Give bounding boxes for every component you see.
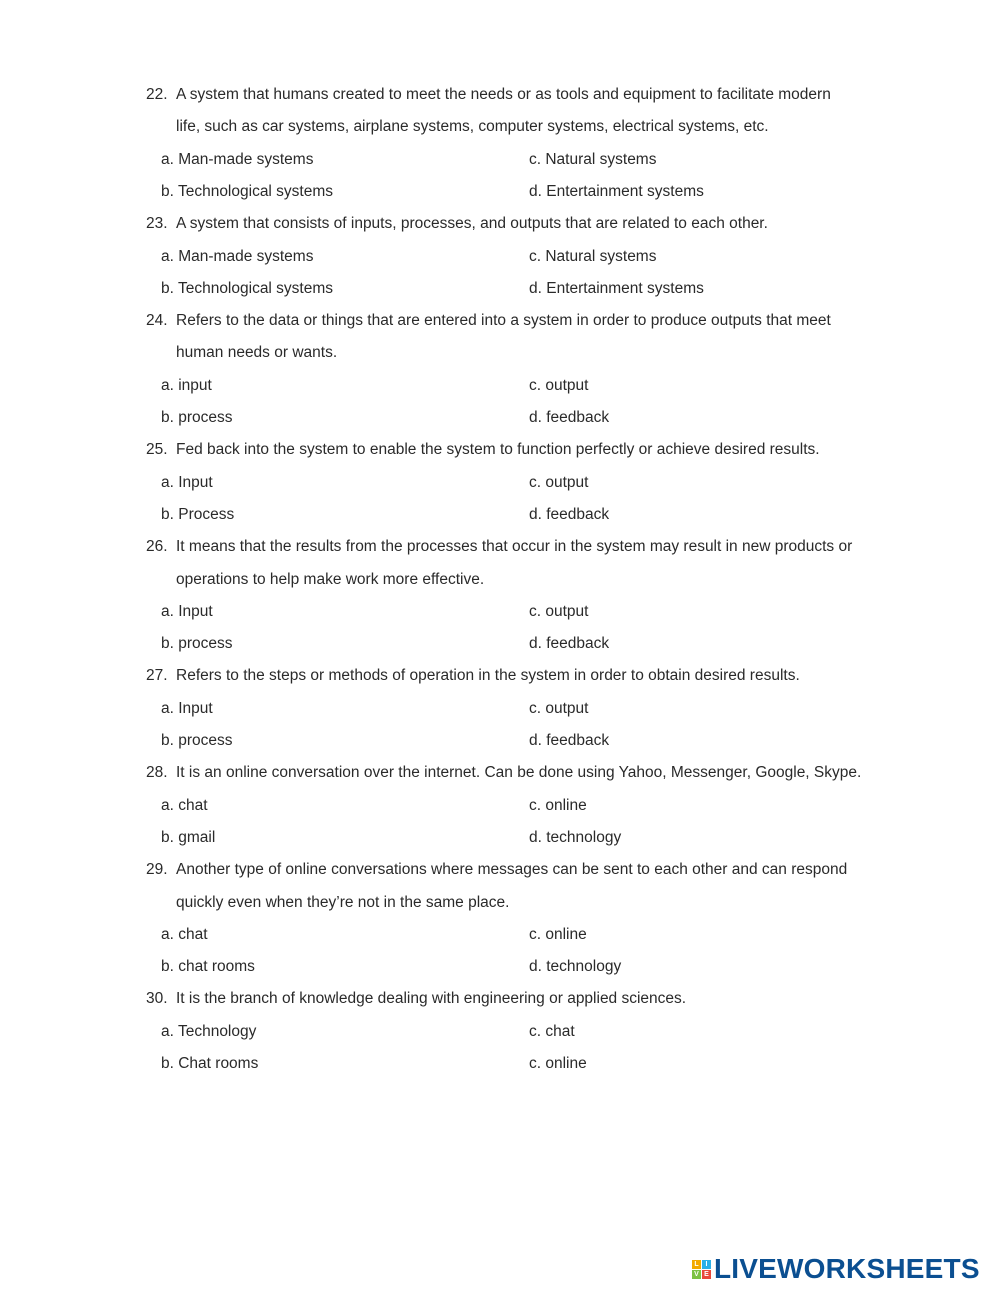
question-text: It means that the results from the processes that occur in the system may result in new products or [176, 538, 853, 556]
question-text: It is the branch of knowledge dealing with engineering or applied sciences. [176, 990, 687, 1008]
question-number: 23. [146, 215, 168, 233]
question-text: A system that consists of inputs, processes, and outputs that are related to each other. [176, 215, 768, 233]
answer-option[interactable]: a. Input [161, 473, 213, 491]
answer-option[interactable]: d. feedback [529, 505, 610, 523]
question-text: Fed back into the system to enable the system to function perfectly or achieve desired results. [176, 441, 820, 459]
answer-option[interactable]: a. Technology [161, 1022, 257, 1040]
logo-tile-i: I [702, 1260, 711, 1269]
answer-option[interactable]: a. chat [161, 796, 208, 814]
question-text: A system that humans created to meet the needs or as tools and equipment to facilitate modern [176, 86, 831, 103]
answer-option[interactable]: b. chat rooms [161, 958, 255, 976]
answer-option[interactable]: a. Input [161, 699, 213, 717]
question-number: 24. [146, 312, 168, 330]
brand-name: LIVEWORKSHEETS [714, 1253, 980, 1284]
question-text: human needs or wants. [176, 344, 338, 362]
answer-option[interactable]: c. output [529, 602, 589, 620]
question-number: 25. [146, 441, 168, 459]
question-text: Another type of online conversations where messages can be sent to each other and can respond [176, 861, 848, 879]
answer-option[interactable]: b. Process [161, 505, 235, 523]
logo-tile-l: L [692, 1260, 701, 1269]
answer-option[interactable]: c. online [529, 796, 587, 814]
answer-option[interactable]: a. Man-made systems [161, 247, 314, 265]
answer-option[interactable]: b. Technological systems [161, 279, 334, 297]
answer-option[interactable]: d. technology [529, 828, 622, 846]
answer-option[interactable]: d. Entertainment systems [529, 182, 704, 200]
answer-option[interactable]: c. Natural systems [529, 150, 657, 168]
answer-option[interactable]: d. Entertainment systems [529, 279, 704, 297]
answer-option[interactable]: c. chat [529, 1022, 575, 1040]
answer-option[interactable]: a. Input [161, 602, 213, 620]
question-number: 26. [146, 538, 168, 556]
question-number: 22. [146, 86, 168, 103]
answer-option[interactable]: d. feedback [529, 635, 610, 653]
question-text: Refers to the data or things that are entered into a system in order to produce outputs that meet [176, 312, 831, 330]
question-text: life, such as car systems, airplane systems, computer systems, electrical systems, etc. [176, 118, 769, 136]
answer-option[interactable]: d. feedback [529, 409, 610, 426]
answer-option[interactable]: c. output [529, 376, 589, 394]
question-text: operations to help make work more effective. [176, 570, 485, 588]
answer-option[interactable]: c. output [529, 473, 589, 491]
answer-option[interactable]: c. online [529, 1055, 587, 1072]
answer-option[interactable]: b. process [161, 732, 233, 749]
answer-option[interactable]: c. output [529, 699, 589, 717]
answer-option[interactable]: b. Chat rooms [161, 1055, 259, 1072]
question-number: 29. [146, 861, 168, 879]
question-text: Refers to the steps or methods of operation in the system in order to obtain desired results. [176, 667, 800, 685]
logo-tile-e: E [702, 1270, 711, 1279]
answer-option[interactable]: b. process [161, 409, 233, 426]
answer-option[interactable]: a. chat [161, 925, 208, 943]
answer-option[interactable]: c. online [529, 925, 587, 943]
answer-option[interactable]: a. input [161, 376, 212, 394]
liveworksheets-brand [692, 1252, 980, 1286]
answer-option[interactable]: c. Natural systems [529, 247, 657, 265]
answer-option[interactable]: b. gmail [161, 828, 216, 846]
question-text: It is an online conversation over the internet. Can be done using Yahoo, Messenger, Google, Skype. [176, 764, 862, 782]
logo-tile-v: V [692, 1270, 701, 1279]
answer-option[interactable]: d. feedback [529, 732, 610, 749]
answer-option[interactable]: d. technology [529, 958, 622, 976]
question-number: 27. [146, 667, 168, 685]
question-number: 30. [146, 990, 168, 1008]
answer-option[interactable]: a. Man-made systems [161, 150, 314, 168]
liveworksheets-logo-icon [692, 1260, 711, 1279]
answer-option[interactable]: b. Technological systems [161, 182, 334, 200]
question-number: 28. [146, 764, 168, 782]
question-text: quickly even when they’re not in the same place. [176, 893, 510, 911]
answer-option[interactable]: b. process [161, 635, 233, 653]
